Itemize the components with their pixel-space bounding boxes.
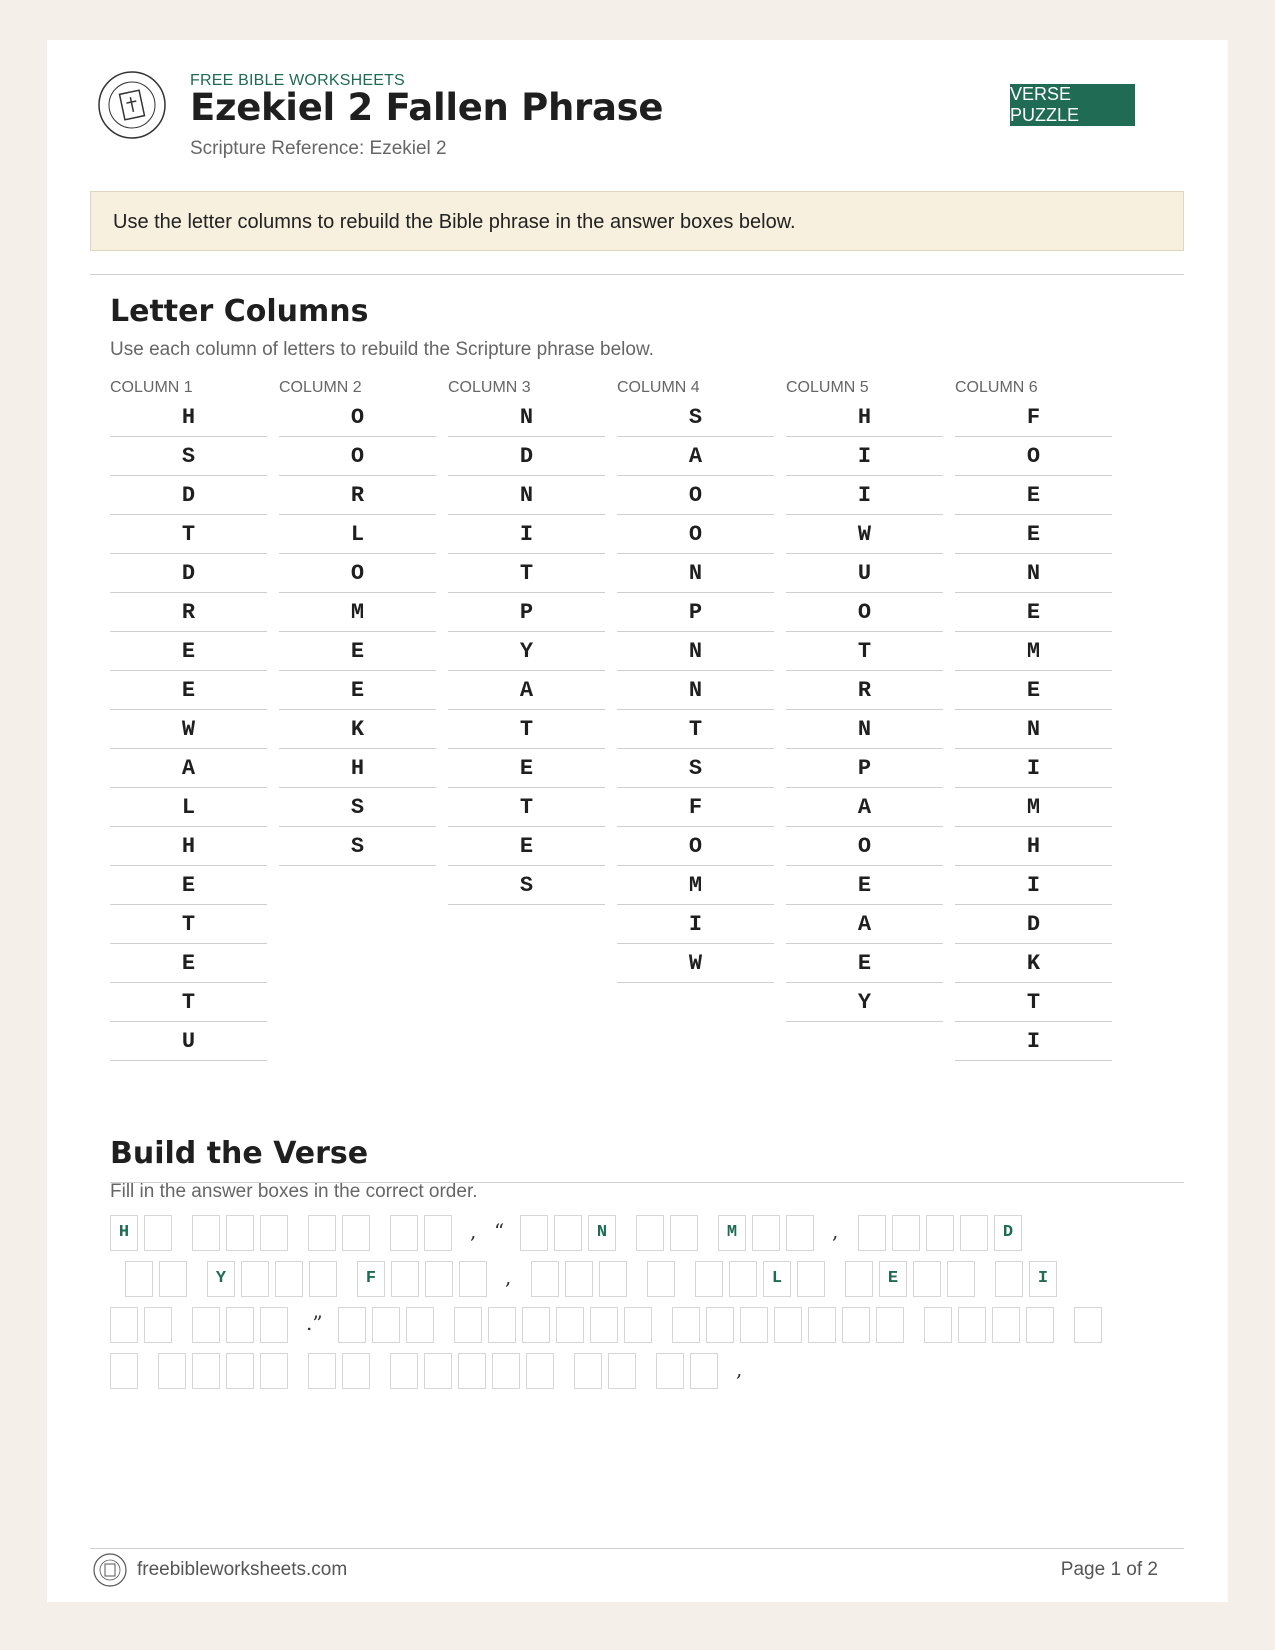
instructions-banner: Use the letter columns to rebuild the Bible phrase in the answer boxes below. xyxy=(90,191,1184,251)
column-letter: A xyxy=(617,437,774,476)
answer-box[interactable] xyxy=(458,1353,486,1389)
answer-box[interactable] xyxy=(647,1261,675,1297)
answer-box[interactable] xyxy=(406,1307,434,1343)
answer-box[interactable] xyxy=(842,1307,870,1343)
column-letter: M xyxy=(617,866,774,905)
column-letter: W xyxy=(617,944,774,983)
column-letter: S xyxy=(279,788,436,827)
column-letter: I xyxy=(617,905,774,944)
answer-box[interactable] xyxy=(565,1261,593,1297)
column-letter: T xyxy=(110,983,267,1022)
column-letter: E xyxy=(786,944,943,983)
column-letter: H xyxy=(786,398,943,437)
column-letter: T xyxy=(110,905,267,944)
answer-box[interactable] xyxy=(308,1215,336,1251)
column-letter: N xyxy=(955,710,1112,749)
page-title: Ezekiel 2 Fallen Phrase xyxy=(190,86,664,129)
column-letter: K xyxy=(955,944,1112,983)
answer-box[interactable] xyxy=(995,1261,1023,1297)
footer-divider xyxy=(90,1548,1184,1549)
answer-box[interactable] xyxy=(913,1261,941,1297)
column-letter: E xyxy=(955,593,1112,632)
column-letter: T xyxy=(955,983,1112,1022)
answer-box[interactable] xyxy=(590,1307,618,1343)
column-letter: N xyxy=(617,632,774,671)
build-verse-subtitle: Fill in the answer boxes in the correct order. xyxy=(110,1181,478,1202)
letter-columns xyxy=(110,378,1210,1078)
answer-box[interactable] xyxy=(520,1215,548,1251)
answer-box[interactable] xyxy=(695,1261,723,1297)
answer-box[interactable] xyxy=(226,1307,254,1343)
answer-box[interactable] xyxy=(241,1261,269,1297)
letter-column-5 xyxy=(786,378,943,1022)
answer-box[interactable] xyxy=(459,1261,487,1297)
column-letter: D xyxy=(448,437,605,476)
column-letter: E xyxy=(786,866,943,905)
answer-box[interactable] xyxy=(926,1215,954,1251)
answer-box[interactable] xyxy=(845,1261,873,1297)
column-label: COLUMN 3 xyxy=(448,379,531,396)
answer-box-hint[interactable]: H xyxy=(110,1215,138,1251)
column-letter: T xyxy=(786,632,943,671)
answer-box[interactable] xyxy=(992,1307,1020,1343)
answer-box[interactable] xyxy=(924,1307,952,1343)
answer-box[interactable] xyxy=(786,1215,814,1251)
column-letter: T xyxy=(617,710,774,749)
column-letter: D xyxy=(110,554,267,593)
answer-box[interactable] xyxy=(159,1261,187,1297)
column-letter: A xyxy=(448,671,605,710)
answer-box[interactable] xyxy=(488,1307,516,1343)
column-letter: F xyxy=(617,788,774,827)
column-letter: P xyxy=(786,749,943,788)
footer-logo-icon xyxy=(92,1552,128,1588)
column-letter: N xyxy=(786,710,943,749)
answer-box[interactable] xyxy=(424,1353,452,1389)
answer-box[interactable] xyxy=(110,1353,138,1389)
punctuation-mark: , xyxy=(832,1219,839,1243)
column-letter: T xyxy=(448,788,605,827)
column-letter: F xyxy=(955,398,1112,437)
answer-box[interactable] xyxy=(636,1215,664,1251)
column-letter: P xyxy=(448,593,605,632)
answer-box[interactable] xyxy=(522,1307,550,1343)
answer-box[interactable] xyxy=(608,1353,636,1389)
verse-puzzle-badge: VERSE PUZZLE xyxy=(1010,84,1135,126)
punctuation-mark: “ xyxy=(494,1219,505,1243)
answer-box[interactable] xyxy=(670,1215,698,1251)
answer-box[interactable] xyxy=(226,1353,254,1389)
column-letter: E xyxy=(110,944,267,983)
column-letter: Y xyxy=(786,983,943,1022)
answer-box[interactable] xyxy=(260,1215,288,1251)
column-letter: A xyxy=(110,749,267,788)
answer-box[interactable] xyxy=(858,1215,886,1251)
answer-box-hint[interactable]: N xyxy=(588,1215,616,1251)
column-letter: N xyxy=(448,476,605,515)
column-letter: E xyxy=(955,671,1112,710)
brand-name: FREE BIBLE WORKSHEETS xyxy=(190,72,405,89)
column-letter: S xyxy=(279,827,436,866)
page-number: Page 1 of 2 xyxy=(1060,1559,1158,1580)
column-letter: R xyxy=(110,593,267,632)
answer-box[interactable] xyxy=(144,1215,172,1251)
answer-box[interactable] xyxy=(531,1261,559,1297)
column-letter: H xyxy=(279,749,436,788)
column-letter: I xyxy=(955,749,1112,788)
answer-box[interactable] xyxy=(192,1353,220,1389)
column-letter: I xyxy=(786,476,943,515)
answer-box[interactable] xyxy=(260,1353,288,1389)
letter-columns-subtitle: Use each column of letters to rebuild the Scripture phrase below. xyxy=(110,339,654,360)
answer-box-hint[interactable]: Y xyxy=(207,1261,235,1297)
letter-column-2 xyxy=(279,378,436,866)
answer-box[interactable] xyxy=(808,1307,836,1343)
column-letter: O xyxy=(955,437,1112,476)
answer-box[interactable] xyxy=(338,1307,366,1343)
column-letter: N xyxy=(955,554,1112,593)
column-letter: O xyxy=(786,593,943,632)
column-letter: O xyxy=(617,827,774,866)
column-letter: E xyxy=(110,671,267,710)
column-letter: M xyxy=(955,632,1112,671)
column-letter: O xyxy=(279,554,436,593)
answer-box[interactable] xyxy=(424,1215,452,1251)
answer-box[interactable] xyxy=(1026,1307,1054,1343)
column-letter: E xyxy=(448,749,605,788)
column-letter: R xyxy=(279,476,436,515)
column-letter: W xyxy=(786,515,943,554)
column-letter: E xyxy=(110,866,267,905)
answer-box[interactable] xyxy=(752,1215,780,1251)
answer-box[interactable] xyxy=(740,1307,768,1343)
answer-box[interactable] xyxy=(192,1215,220,1251)
column-letter: I xyxy=(955,866,1112,905)
build-verse-heading: Build the Verse xyxy=(110,1136,369,1171)
answer-box[interactable] xyxy=(110,1307,138,1343)
column-letter: E xyxy=(448,827,605,866)
punctuation-mark: , xyxy=(470,1219,477,1243)
answer-box[interactable] xyxy=(958,1307,986,1343)
column-letter: L xyxy=(110,788,267,827)
answer-box[interactable] xyxy=(342,1215,370,1251)
answer-box[interactable] xyxy=(1074,1307,1102,1343)
answer-box[interactable] xyxy=(556,1307,584,1343)
answer-box[interactable] xyxy=(260,1307,288,1343)
column-letter: O xyxy=(617,476,774,515)
column-letter: U xyxy=(110,1022,267,1061)
answer-box-hint[interactable]: F xyxy=(357,1261,385,1297)
column-label: COLUMN 6 xyxy=(955,379,1038,396)
answer-box[interactable] xyxy=(656,1353,684,1389)
column-letter: L xyxy=(279,515,436,554)
column-letter: R xyxy=(786,671,943,710)
worksheet-page xyxy=(47,40,1228,1602)
column-letter: T xyxy=(448,710,605,749)
column-letter: E xyxy=(955,476,1112,515)
answer-box-hint[interactable]: I xyxy=(1029,1261,1057,1297)
answer-box[interactable] xyxy=(960,1215,988,1251)
punctuation-mark: , xyxy=(736,1357,743,1381)
column-letter: S xyxy=(448,866,605,905)
column-letter: I xyxy=(448,515,605,554)
column-letter: I xyxy=(955,1022,1112,1061)
answer-box-hint[interactable]: L xyxy=(763,1261,791,1297)
divider xyxy=(90,274,1184,275)
answer-box[interactable] xyxy=(391,1261,419,1297)
answer-box[interactable] xyxy=(797,1261,825,1297)
answer-box[interactable] xyxy=(226,1215,254,1251)
punctuation-mark: , xyxy=(505,1265,512,1289)
answer-box[interactable] xyxy=(672,1307,700,1343)
answer-box[interactable] xyxy=(425,1261,453,1297)
column-letter: A xyxy=(786,905,943,944)
column-letter: O xyxy=(279,398,436,437)
column-letter: U xyxy=(786,554,943,593)
answer-box-hint[interactable]: E xyxy=(879,1261,907,1297)
letter-column-3 xyxy=(448,378,605,905)
column-letter: H xyxy=(110,827,267,866)
column-letter: H xyxy=(110,398,267,437)
answer-box[interactable] xyxy=(624,1307,652,1343)
column-letter: M xyxy=(955,788,1112,827)
answer-box[interactable] xyxy=(690,1353,718,1389)
letter-column-4 xyxy=(617,378,774,983)
column-letter: O xyxy=(279,437,436,476)
column-letter: E xyxy=(110,632,267,671)
column-letter: O xyxy=(786,827,943,866)
answer-box[interactable] xyxy=(390,1353,418,1389)
answer-box[interactable] xyxy=(492,1353,520,1389)
column-letter: S xyxy=(617,398,774,437)
column-letter: S xyxy=(617,749,774,788)
brand-logo-icon xyxy=(97,70,167,140)
column-letter: T xyxy=(448,554,605,593)
answer-box[interactable] xyxy=(125,1261,153,1297)
answer-box[interactable] xyxy=(706,1307,734,1343)
column-letter: K xyxy=(279,710,436,749)
column-letter: O xyxy=(617,515,774,554)
column-label: COLUMN 4 xyxy=(617,379,700,396)
column-letter: Y xyxy=(448,632,605,671)
answer-box[interactable] xyxy=(275,1261,303,1297)
column-label: COLUMN 2 xyxy=(279,379,362,396)
column-label: COLUMN 5 xyxy=(786,379,869,396)
answer-box-hint[interactable]: D xyxy=(994,1215,1022,1251)
answer-box[interactable] xyxy=(774,1307,802,1343)
column-letter: E xyxy=(279,632,436,671)
answer-box-hint[interactable]: M xyxy=(718,1215,746,1251)
scripture-reference: Scripture Reference: Ezekiel 2 xyxy=(190,138,447,159)
column-label: COLUMN 1 xyxy=(110,379,193,396)
column-letter: I xyxy=(786,437,943,476)
answer-box[interactable] xyxy=(454,1307,482,1343)
letter-column-1 xyxy=(110,378,267,1061)
column-letter: N xyxy=(617,554,774,593)
answer-box[interactable] xyxy=(892,1215,920,1251)
answer-box[interactable] xyxy=(342,1353,370,1389)
answer-box[interactable] xyxy=(599,1261,627,1297)
answer-box[interactable] xyxy=(526,1353,554,1389)
column-letter: T xyxy=(110,515,267,554)
column-letter: D xyxy=(955,905,1112,944)
answer-box[interactable] xyxy=(309,1261,337,1297)
answer-box[interactable] xyxy=(308,1353,336,1389)
column-letter: D xyxy=(110,476,267,515)
column-letter: N xyxy=(617,671,774,710)
answer-boxes xyxy=(110,1215,1230,1455)
footer-url: freebibleworksheets.com xyxy=(137,1559,348,1580)
letter-column-6 xyxy=(955,378,1112,1061)
answer-box[interactable] xyxy=(876,1307,904,1343)
answer-box[interactable] xyxy=(372,1307,400,1343)
letter-columns-heading: Letter Columns xyxy=(110,294,369,329)
column-letter: M xyxy=(279,593,436,632)
answer-box[interactable] xyxy=(574,1353,602,1389)
column-letter: E xyxy=(955,515,1112,554)
column-letter: P xyxy=(617,593,774,632)
answer-box[interactable] xyxy=(144,1307,172,1343)
column-letter: A xyxy=(786,788,943,827)
punctuation-mark: .” xyxy=(306,1311,323,1335)
answer-box[interactable] xyxy=(729,1261,757,1297)
column-letter: S xyxy=(110,437,267,476)
column-letter: W xyxy=(110,710,267,749)
answer-box[interactable] xyxy=(554,1215,582,1251)
column-letter: E xyxy=(279,671,436,710)
answer-box[interactable] xyxy=(390,1215,418,1251)
column-letter: H xyxy=(955,827,1112,866)
answer-box[interactable] xyxy=(158,1353,186,1389)
answer-box[interactable] xyxy=(192,1307,220,1343)
column-letter: N xyxy=(448,398,605,437)
answer-box[interactable] xyxy=(947,1261,975,1297)
